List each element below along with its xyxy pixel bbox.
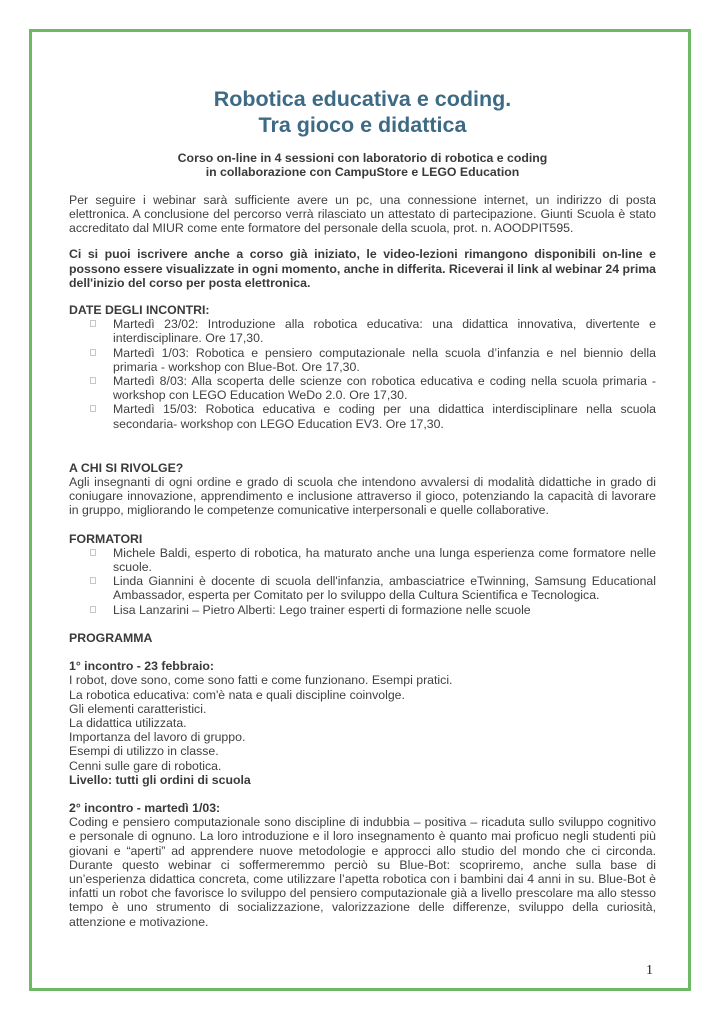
meeting-1-line: Esempi di utilizzo in classe. [69, 744, 219, 759]
trainers-heading: FORMATORI [69, 531, 143, 546]
program-heading: PROGRAMMA [69, 630, 153, 645]
subtitle-line-2: in collaborazione con CampuStore e LEGO Education [205, 165, 520, 180]
bullet-icon [90, 577, 96, 584]
meeting-1-heading: 1° incontro - 23 febbraio: [69, 659, 214, 674]
date-item-text: Martedì 8/03: Alla scoperta delle scienze con robotica educativa e coding nella scuola primaria - workshop con LEGO Education WeDo 2.0. Ore 17,30. [113, 374, 656, 403]
title-line-2: Tra gioco e didattica [258, 113, 467, 137]
meeting-1-line: Gli elementi caratteristici. [69, 701, 207, 716]
title-line-1: Robotica educativa e coding. [213, 87, 512, 111]
list-item [69, 603, 656, 617]
bullet-icon [90, 405, 96, 412]
meeting-1-line: La didattica utilizzata. [69, 715, 187, 730]
target-paragraph: Agli insegnanti di ogni ordine e grado di scuola che intendono avvalersi di modalità didattiche in grado di coniugare innovazione, apprendimento e inclusione attraverso il gioco, potenziando la capacità di lavorare in gruppo, migliorando le competenze comunicative interpersonali e quelle collaborative. [69, 475, 656, 518]
trainer-item-text: Linda Giannini è docente di scuola dell'infanzia, ambasciatrice eTwinning, Samsung Educational Ambassador, esperta per Comitato per lo sviluppo della Cultura Scientifica e Tecnologica. [113, 574, 656, 603]
date-item-text: Martedì 23/02: Introduzione alla robotica educativa: una didattica innovativa, divertente e interdisciplinare. Ore 17,30. [113, 317, 656, 346]
document-body [69, 86, 656, 929]
meeting-1-level: Livello: tutti gli ordini di scuola [69, 772, 251, 787]
meeting-1-line: Importanza del lavoro di gruppo. [69, 730, 246, 745]
meeting-1-line: La robotica educativa: com'è nata e quali discipline coinvolge. [69, 687, 405, 702]
list-item [69, 317, 656, 345]
page-number: 1 [646, 963, 653, 978]
date-item-text: Martedì 15/03: Robotica educativa e coding per una didattica interdisciplinare nella scuola secondaria- workshop con LEGO Education EV3. Ore 17,30. [113, 402, 656, 431]
list-item [69, 346, 656, 374]
notice-paragraph: Ci si puoi iscrivere anche a corso già iniziato, le video-lezioni rimangono disponibili on-line e possono essere visualizzate in ogni momento, anche in differita. Riceverai il link al webinar 24 prima dell'inizio del corso per posta elettronica. [69, 247, 657, 290]
subtitle-line-1: Corso on-line in 4 sessioni con laboratorio di robotica e coding [177, 151, 548, 165]
bullet-icon [90, 320, 96, 327]
meeting-1-content [69, 673, 656, 787]
meeting-2-heading: 2° incontro - martedì 1/03: [69, 800, 221, 815]
dates-list [69, 317, 656, 431]
target-heading: A CHI SI RIVOLGE? [69, 460, 184, 475]
dates-heading: DATE DEGLI INCONTRI: [69, 303, 210, 318]
bullet-icon [90, 606, 96, 613]
list-item [69, 546, 656, 574]
trainer-item-text: Lisa Lanzarini – Pietro Alberti: Lego trainer esperti di formazione nelle scuole [113, 602, 531, 617]
list-item [69, 374, 656, 402]
trainers-list [69, 546, 656, 617]
list-item [69, 402, 656, 430]
bullet-icon [90, 549, 96, 556]
list-item [69, 574, 656, 602]
document-title [69, 86, 656, 138]
meeting-1-line: Cenni sulle gare di robotica. [69, 758, 222, 773]
bullet-icon [90, 377, 96, 384]
document-subtitle [69, 151, 656, 180]
trainer-item-text: Michele Baldi, esperto di robotica, ha maturato anche una lunga esperienza come formatore nelle scuole. [113, 545, 656, 575]
meeting-1-line: I robot, dove sono, come sono fatti e come funzionano. Esempi pratici. [69, 673, 453, 688]
meeting-2-paragraph: Coding e pensiero computazionale sono discipline di indubbia – positiva – ricaduta sullo sviluppo cognitivo e personale di ognuno. La loro introduzione e il loro insegnamento è quanto mai proficuo negli studenti più giovani e “aperti” ad apprendere nuove metodologie e approcci allo studio del mondo che ci circonda. Durante questo webinar ci soffermeremmo perciò su Blue-Bot: scopriremo, anche sulla base di un’esperienza didattica concreta, come utilizzare l’apetta robotica con i bambini dai 4 anni in su. Blue-Bot è infatti un robot che favorisce lo sviluppo del pensiero computazionale già a livello prescolare ma allo stesso tempo è uno strumento di socializzazione, valorizzazione delle differenze, sviluppo della curiosità, attenzione e motivazione. [69, 815, 656, 929]
date-item-text: Martedì 1/03: Robotica e pensiero computazionale nella scuola d’infanzia e nel biennio della primaria - workshop con Blue-Bot. Ore 17,30. [113, 345, 656, 374]
intro-paragraph: Per seguire i webinar sarà sufficiente avere un pc, una connessione internet, un indirizzo di posta elettronica. A conclusione del percorso verrà rilasciato un attestato di partecipazione. Giunti Scuola è stato accreditato dal MIUR come ente formatore del personale della scuola, prot. n. AOODPIT595. [69, 192, 656, 236]
bullet-icon [90, 349, 96, 356]
